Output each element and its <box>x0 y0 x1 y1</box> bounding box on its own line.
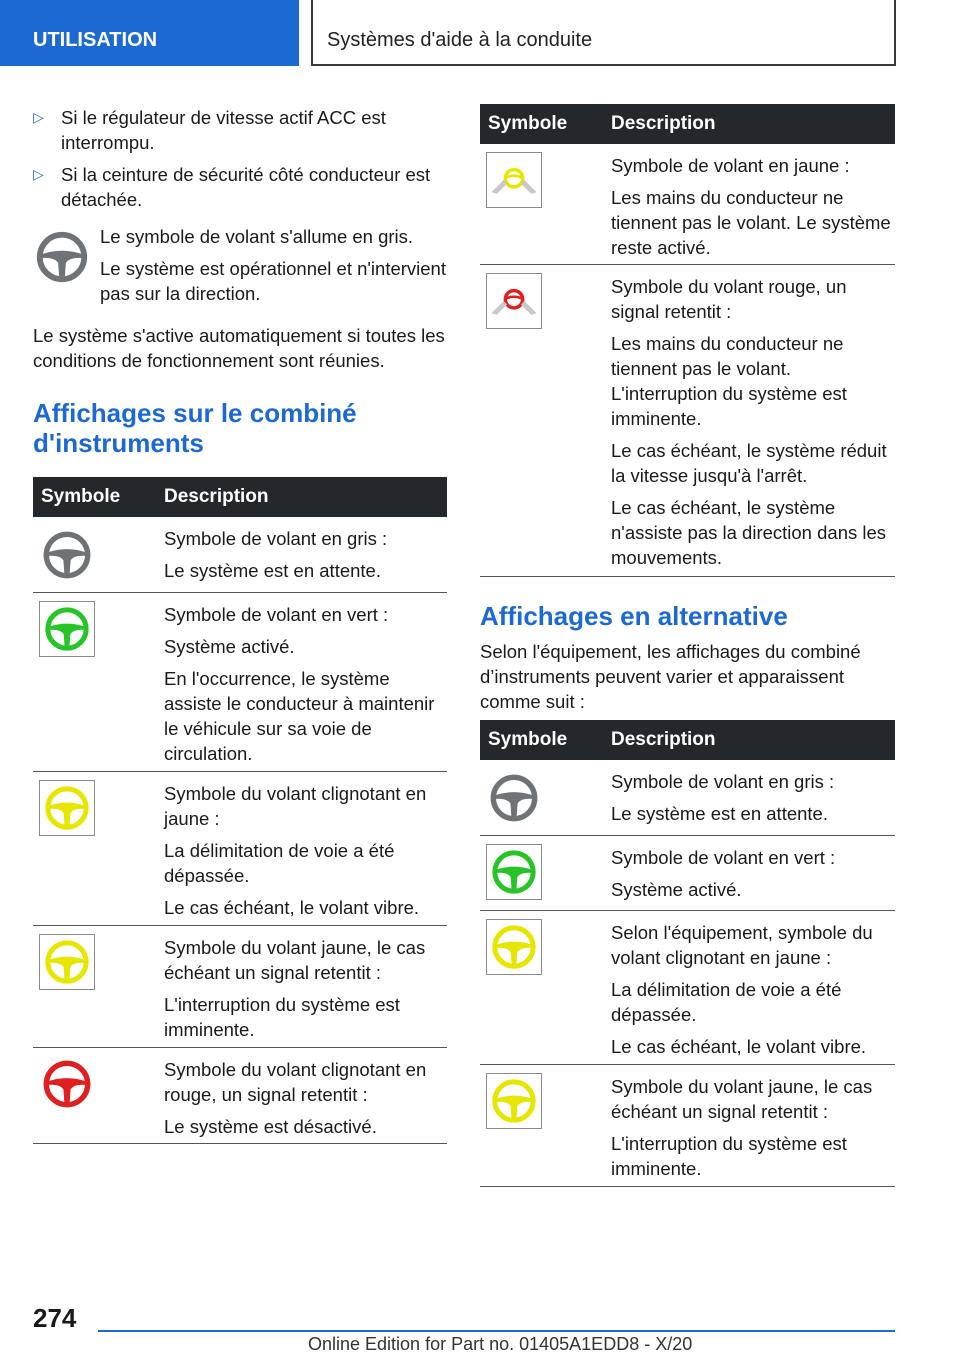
triangle-bullet-icon: ▷ <box>33 166 44 182</box>
steering-wheel-yellow-icon <box>39 934 95 990</box>
table-row: Symbole de volant en vert : Système activé. En l'occurrence, le système assiste le conducteur à maintenir le véhicule sur sa voie de circulation. <box>33 593 447 772</box>
heading-alternative: Affichages en alternative <box>480 601 788 631</box>
triangle-bullet-icon: ▷ <box>33 109 44 125</box>
hands-on-wheel-yellow-icon <box>486 152 542 208</box>
chapter-label: Systèmes d'aide à la conduite <box>327 29 593 51</box>
edition-text: Online Edition for Part no. 01405A1EDD8 - X/20 <box>308 1334 693 1354</box>
table-row: Symbole de volant en vert : Système activé. <box>480 836 895 911</box>
table-row: Symbole de volant en gris : Le système est en attente. <box>33 517 447 593</box>
grey-note: Le symbole de volant s'allume en gris. Le système est opérationnel et n'intervient pas sur la direction. <box>100 226 446 304</box>
steering-wheel-green-icon <box>486 844 542 900</box>
steering-wheel-grey-icon <box>39 527 95 583</box>
hands-on-wheel-red-icon <box>486 273 542 329</box>
steering-wheel-yellow-icon <box>486 1073 542 1129</box>
table-header: Symbole Description <box>480 720 895 760</box>
table-row: Symbole du volant clignotant en jaune : La délimitation de voie a été dépassée. Le cas échéant, le volant vibre. <box>33 772 447 926</box>
table-row: Symbole du volant rouge, un signal retentit : Les mains du conducteur ne tiennent pas le volant. L'interruption du système est imminente. Le cas échéant, le système réduit la vitesse jusqu'à l'arrêt. Le cas échéant, le système n'assiste pas la direction dans les mouvements. <box>480 265 895 577</box>
table-alternative <box>480 720 895 1187</box>
table-header: Symbole Description <box>480 104 895 144</box>
section-tab <box>0 0 299 66</box>
table-row: Selon l'équipement, symbole du volant clignotant en jaune : La délimitation de voie a été dépassée. Le cas échéant, le volant vibre. <box>480 911 895 1065</box>
steering-wheel-green-icon <box>39 601 95 657</box>
footer-divider <box>98 1330 895 1332</box>
table-row: Symbole du volant jaune, le cas échéant un signal retentit : L'interruption du système est imminente. <box>480 1065 895 1187</box>
grey-wheel-icon-inline <box>33 228 91 291</box>
steering-wheel-grey-icon <box>33 228 91 286</box>
table-row: Symbole de volant en gris : Le système est en attente. <box>480 760 895 836</box>
table-header: Symbole Description <box>33 477 447 517</box>
table-row: Symbole du volant jaune, le cas échéant un signal retentit : L'interruption du système est imminente. <box>33 926 447 1048</box>
table-hands-on <box>480 104 895 577</box>
section-label: UTILISATION <box>33 29 158 51</box>
steering-wheel-red-icon <box>39 1056 95 1112</box>
table-row: Symbole du volant clignotant en rouge, un signal retentit : Le système est désactivé. <box>33 1048 447 1144</box>
chapter-tab <box>311 0 896 66</box>
table-combine <box>33 477 447 1144</box>
page-number: 274 <box>33 1303 77 1333</box>
steering-wheel-yellow-icon <box>39 780 95 836</box>
alternative-intro: Selon l'équipement, les affichages du combiné d’instruments peuvent varier et apparaissent comme suit : <box>480 641 861 712</box>
auto-activate-paragraph: Le système s'active automatiquement si toutes les conditions de fonctionnement sont réunies. <box>33 325 445 371</box>
steering-wheel-grey-icon <box>486 770 542 826</box>
heading-combine: Affichages sur le combiné d'instruments <box>33 398 357 458</box>
steering-wheel-yellow-icon <box>486 919 542 975</box>
table-row: Symbole de volant en jaune : Les mains du conducteur ne tiennent pas le volant. Le système reste activé. <box>480 144 895 265</box>
